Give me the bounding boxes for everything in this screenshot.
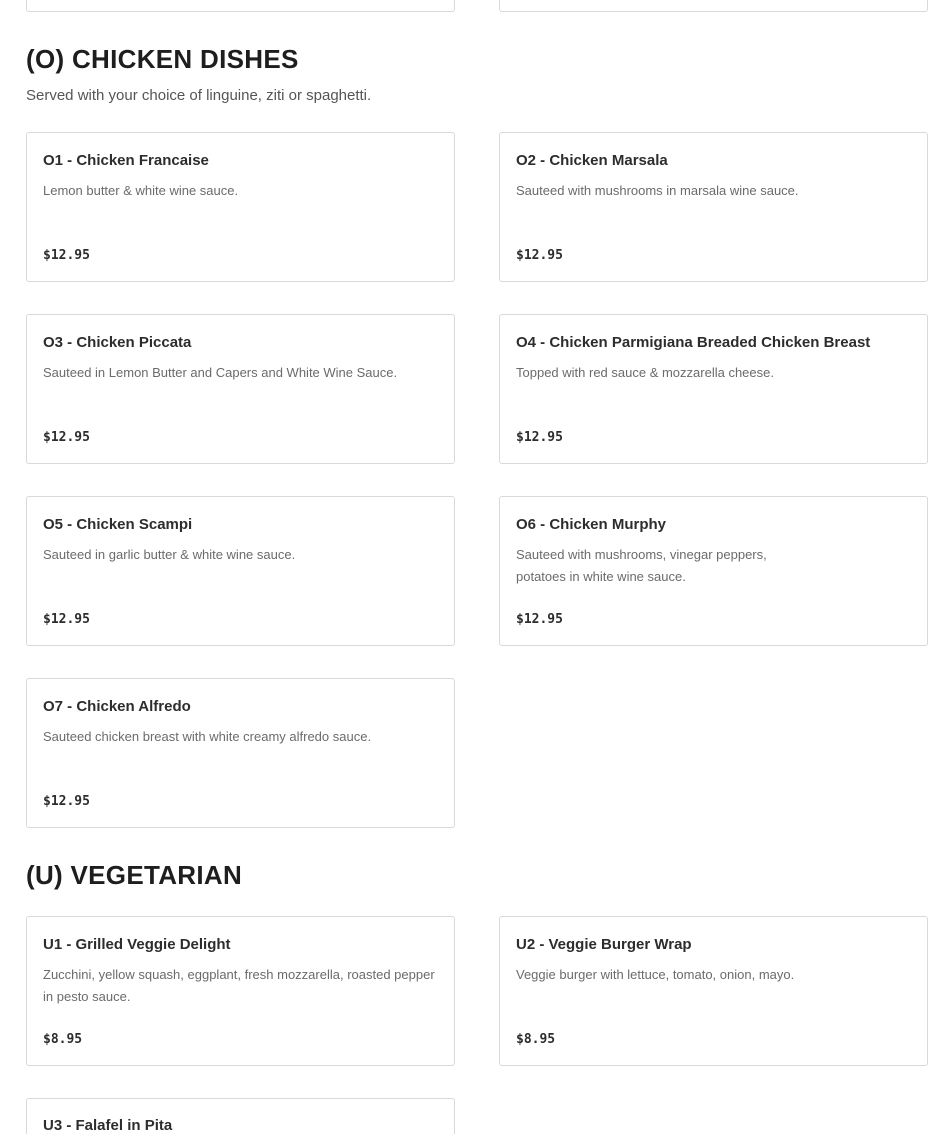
menu-item-name: U1 - Grilled Veggie Delight	[43, 936, 231, 953]
menu-item-name: O5 - Chicken Scampi	[43, 516, 193, 533]
menu-item-price: $12.95	[43, 794, 90, 809]
menu-item-card-o6[interactable]	[499, 496, 928, 646]
menu-item-name: O1 - Chicken Francaise	[43, 152, 209, 169]
menu-item-card-o1[interactable]	[26, 132, 455, 282]
menu-item-name: O4 - Chicken Parmigiana Breaded Chicken Breast	[516, 334, 871, 351]
menu-item-card-o5[interactable]	[26, 496, 455, 646]
menu-item-name: O2 - Chicken Marsala	[516, 152, 668, 169]
menu-item-name: U3 - Falafel in Pita	[43, 1117, 173, 1134]
menu-item-price: $8.95	[516, 1032, 556, 1047]
menu-item-description: Sauteed in garlic butter & white wine sauce.	[43, 547, 296, 562]
menu-item-description: Sauteed in Lemon Butter and Capers and White Wine Sauce.	[43, 365, 398, 380]
menu-item-description: Lemon butter & white wine sauce.	[43, 183, 239, 198]
menu-item-name: O6 - Chicken Murphy	[516, 516, 667, 533]
menu-item-card-o3[interactable]	[26, 314, 455, 464]
menu-item-card-u1[interactable]	[26, 916, 455, 1066]
menu-item-description: Zucchini, yellow squash, eggplant, fresh mozzarella, roasted pepper in pesto sauce.	[43, 967, 435, 1004]
section-title-chicken: (O) CHICKEN DISHES	[26, 44, 299, 74]
menu-item-name: U2 - Veggie Burger Wrap	[516, 936, 692, 953]
menu-item-name: O7 - Chicken Alfredo	[43, 698, 191, 715]
menu-item-card-o2[interactable]	[499, 132, 928, 282]
menu-item-name: O3 - Chicken Piccata	[43, 334, 192, 351]
menu-item-card-previous[interactable]	[26, 0, 455, 12]
section-subtitle-chicken: Served with your choice of linguine, ziti or spaghetti.	[26, 87, 372, 104]
menu-item-price: $12.95	[516, 430, 563, 445]
menu-item-card-o4[interactable]	[499, 314, 928, 464]
menu-item-price: $12.95	[43, 248, 90, 263]
menu-item-price: $12.95	[43, 430, 90, 445]
menu-item-price: $12.95	[516, 248, 563, 263]
menu-item-price: $8.95	[43, 1032, 83, 1047]
menu-item-card-u3[interactable]	[26, 1098, 455, 1134]
menu-item-price: $12.95	[516, 612, 563, 627]
menu-item-description: Sauteed with mushrooms in marsala wine sauce.	[516, 183, 799, 198]
menu-item-description: Topped with red sauce & mozzarella cheese.	[516, 365, 774, 380]
menu-item-card-previous[interactable]	[499, 0, 928, 12]
menu-item-price: $12.95	[43, 612, 90, 627]
menu-item-description: Sauteed with mushrooms, vinegar peppers, potatoes in white wine sauce.	[516, 547, 767, 584]
menu-item-description: Veggie burger with lettuce, tomato, onion, mayo.	[516, 967, 795, 982]
menu-item-card-u2[interactable]	[499, 916, 928, 1066]
menu-item-card-o7[interactable]	[26, 678, 455, 828]
section-title-vegetarian: (U) VEGETARIAN	[26, 860, 243, 890]
menu-item-description: Sauteed chicken breast with white creamy alfredo sauce.	[43, 729, 372, 744]
